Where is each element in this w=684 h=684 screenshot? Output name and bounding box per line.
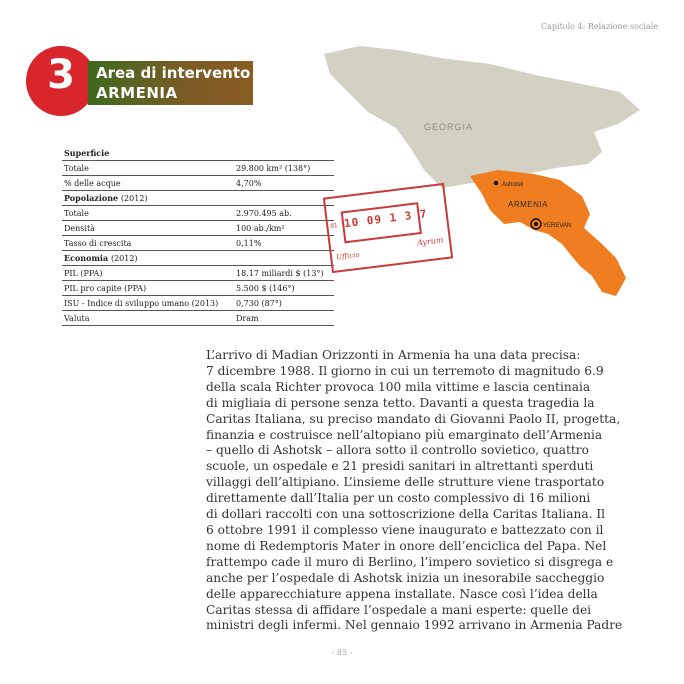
section-label (62, 146, 334, 161)
row-label: Totale (62, 161, 234, 176)
table-row (62, 221, 334, 236)
body-line: direttamente dall’Italia per un costo complessivo di 16 milioni (206, 491, 591, 506)
body-line: villaggi dell’altipiano. L’insieme delle strutture viene trasportato (206, 475, 605, 490)
chapter-subtitle: ARMENIA (96, 84, 178, 102)
stats-table (62, 146, 334, 326)
ashotsk-label: Ashotsk (502, 182, 524, 188)
stamp-code: 01 (329, 222, 338, 230)
section-title: Economia (64, 253, 109, 263)
body-line: anche per l’ospedale di Ashotsk inizia un inesorabile saccheggio (206, 570, 605, 585)
body-line: frattempo cade il muro di Berlino, l’impero sovietico si disgrega e (206, 554, 614, 569)
body-line: finanzia e costruisce nell’altopiano più emarginato dell’Armenia (206, 427, 603, 442)
table-row (62, 281, 334, 296)
body-line: della scala Richter provoca 100 mila vittime e lascia centinaia (206, 379, 591, 394)
stamp-signature-2: Ayrum (416, 235, 444, 248)
georgia-shape (324, 46, 640, 188)
stamp-signature: Ufficio (335, 250, 361, 262)
table-section-row (62, 251, 334, 266)
row-value: Dram (234, 311, 334, 326)
table-section-row (62, 191, 334, 206)
row-label: Valuta (62, 311, 234, 326)
section-note: (2012) (110, 254, 138, 263)
body-line: 7 dicembre 1988. Il giorno in cui un terremoto di magnitudo 6.9 (206, 363, 604, 378)
page-number: - 85 - (331, 648, 353, 657)
table-row (62, 266, 334, 281)
chapter-title: Area di intervento (96, 64, 251, 82)
row-value: 0,730 (87°) (234, 296, 334, 311)
row-label: ISU - Indice di sviluppo umano (2013) (62, 296, 234, 311)
section-label (62, 251, 334, 266)
body-line: L’arrivo di Madian Orizzonti in Armenia ha una data precisa: (206, 348, 581, 362)
table-row (62, 236, 334, 251)
row-label: Densità (62, 221, 234, 236)
row-label: PIL (PPA) (62, 266, 234, 281)
body-line: 6 ottobre 1991 il complesso viene inaugurato e battezzato con il (206, 522, 604, 537)
body-line: delle apparecchiature appena installate. Nasce così l’idea della (206, 586, 598, 601)
row-label: Totale (62, 206, 234, 221)
yerevan-marker (534, 222, 538, 226)
body-text (206, 348, 623, 634)
table-row (62, 296, 334, 311)
row-value: 0,11% (234, 236, 334, 251)
table-section-row (62, 146, 334, 161)
row-value: 2.970.495 ab. (234, 206, 334, 221)
body-line: Caritas stessa di affidare l’ospedale a mani esperte: quelle dei (206, 602, 592, 617)
section-title: Superficie (64, 148, 110, 158)
passport-stamp (323, 183, 453, 273)
row-label: PIL pro capite (PPA) (62, 281, 234, 296)
ashotsk-marker (494, 181, 498, 185)
yerevan-label: YEREVAN (543, 223, 572, 229)
table-row (62, 206, 334, 221)
table-row (62, 176, 334, 191)
row-value: 29.800 km² (138°) (234, 161, 334, 176)
stamp-number: 10 09 1 3 7 (343, 207, 429, 231)
georgia-label: GEORGIA (424, 122, 474, 132)
section-note: (2012) (120, 194, 148, 203)
row-value: 18.17 miliardi $ (13°) (234, 266, 334, 281)
body-line: di dollari raccolti con una sottoscrizione della Caritas Italiana. Il (206, 507, 606, 522)
armenia-shape (470, 170, 626, 296)
section-label (62, 191, 334, 206)
body-line: nome di Redemptoris Mater in onore dell’enciclica del Papa. Nel (206, 538, 607, 553)
row-label: Tasso di crescita (62, 236, 234, 251)
armenia-label: ARMENIA (508, 200, 548, 209)
body-line: scuole, un ospedale e 21 presidi sanitari in altrettanti sperduti (206, 459, 594, 474)
table-row (62, 311, 334, 326)
body-line: – quello di Ashotsk – allora sotto il controllo sovietico, quattro (206, 443, 589, 458)
section-title: Popolazione (64, 193, 119, 203)
row-label: % delle acque (62, 176, 234, 191)
body-line: Caritas Italiana, su preciso mandato di Giovanni Paolo II, progetta, (206, 411, 621, 426)
row-value: 100 ab./km² (234, 221, 334, 236)
chapter-number: 3 (47, 52, 75, 98)
row-value: 4,70% (234, 176, 334, 191)
body-line: ministri degli infermi. Nel gennaio 1992 arrivano in Armenia Padre (206, 618, 623, 633)
body-line: di migliaia di persone senza tetto. Davanti a questa tragedia la (206, 395, 595, 410)
table-row (62, 161, 334, 176)
row-value: 5.500 $ (146°) (234, 281, 334, 296)
running-head: Capitolo 4: Relazione sociale (541, 22, 658, 31)
